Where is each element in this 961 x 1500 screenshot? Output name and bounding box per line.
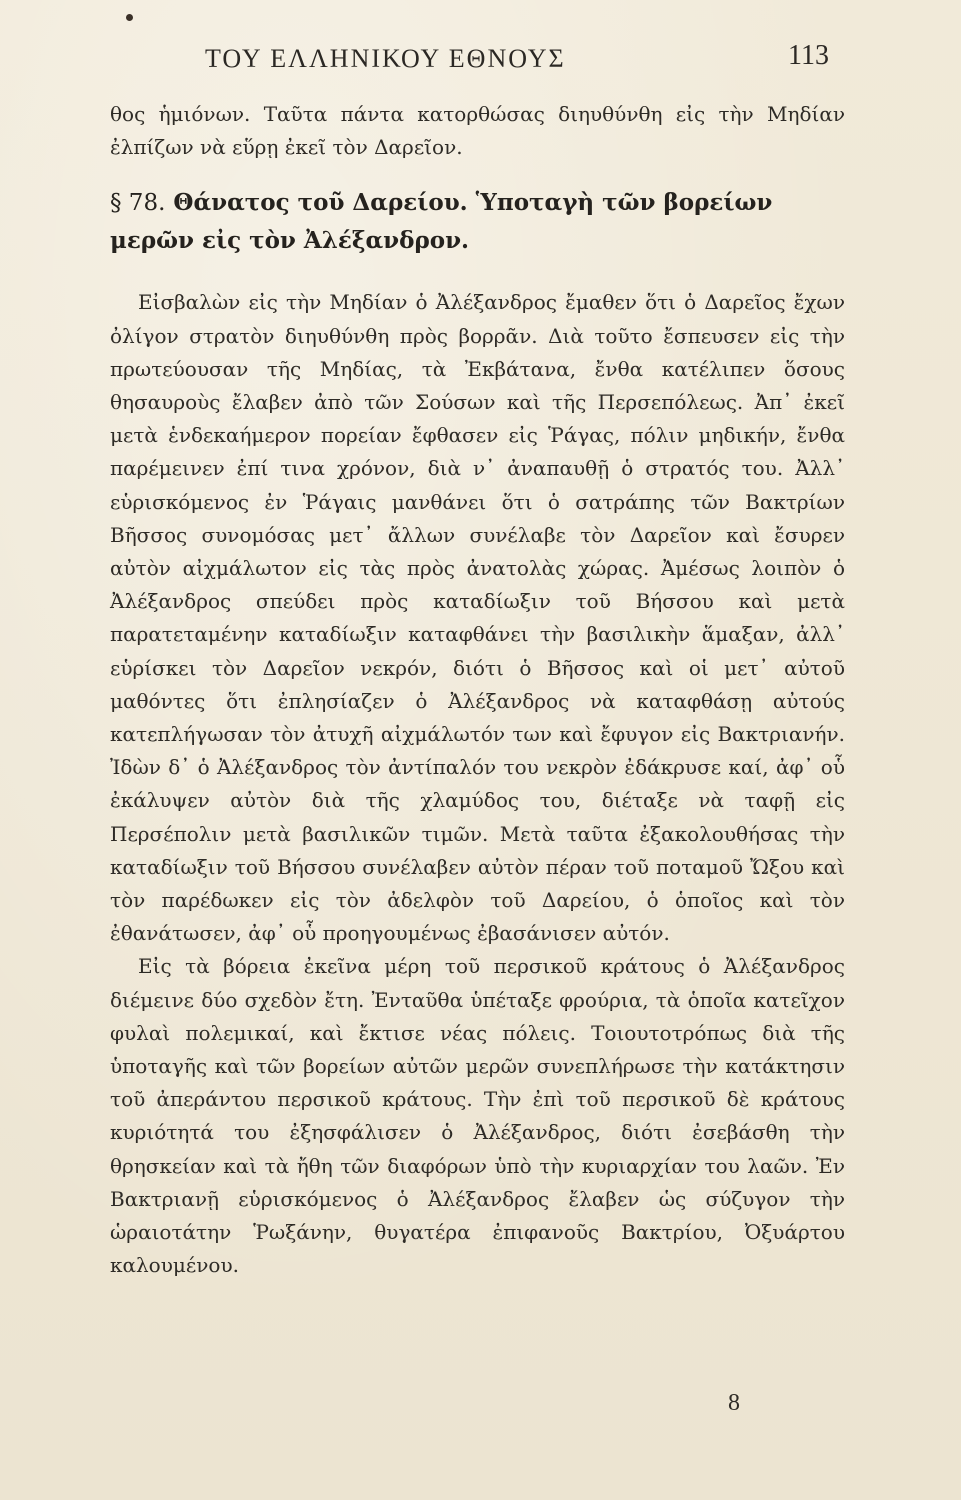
intro-paragraph: θος ἡμιόνων. Ταῦτα πάντα κατορθώσας διηυθύνθη εἰς τὴν Μηδίαν ἐλπίζων νὰ εὕρῃ ἐκεῖ τὸν Δαρεῖον.: [110, 102, 845, 160]
paragraph-2: Εἰς τὰ βόρεια ἐκεῖνα μέρη τοῦ περσικοῦ κράτους ὁ Ἀλέξανδρος διέμεινε δύο σχεδὸν ἔτη. Ἐνταῦθα ὑπέταξε φρούρια, τὰ ὁποῖα κατεῖχον φυλαὶ πολεμικαί, καὶ ἔκτισε νέας πόλεις. Τοιουτοτρόπως διὰ τῆς ὑποταγῆς καὶ τῶν βορείων αὐτῶν μερῶν συνεπλήρωσε τὴν κατάκτησιν τοῦ ἀπεράντου περσικοῦ κράτους. Τὴν ἐπὶ τοῦ περσικοῦ δὲ κράτους κυριότητά του ἐξησφάλισεν ὁ Ἀλέξανδρος, διότι ἐσεβάσθη τὴν θρησκείαν καὶ τὰ ἤθη τῶν διαφόρων ὑπὸ τὴν κυριαρχίαν του λαῶν. Ἐν Βακτριανῇ εὑρισκόμενος ὁ Ἀλέξανδρος ἔλαβεν ὡς σύζυγον τὴν ὡραιοτάτην Ῥωξάνην, θυγατέρα ἐπιφανοῦς Βακτρίου, Ὀξυάρτου καλουμένου.: [110, 954, 845, 1278]
section-title: Θάνατος τοῦ Δαρείου. Ὑποταγὴ τῶν βορείων μερῶν εἰς τὸν Ἀλέξανδρον.: [110, 189, 773, 255]
body-text: [110, 98, 845, 1283]
running-head: ΤΟΥ ΕΛΛΗΝΙΚΟΥ ΕΘΝΟΥΣ: [205, 44, 566, 73]
section-mark: § 78.: [110, 190, 166, 217]
ink-dot: [126, 14, 133, 21]
signature-number: 8: [728, 1390, 740, 1416]
paragraph-1: Εἰσβαλὼν εἰς τὴν Μηδίαν ὁ Ἀλέξανδρος ἔμαθεν ὅτι ὁ Δαρεῖος ἔχων ὀλίγον στρατὸν διηυθύνθη πρὸς βορρᾶν. Διὰ τοῦτο ἔσπευσεν εἰς τὴν πρωτεύουσαν τῆς Μηδίας, τὰ Ἐκβάτανα, ἔνθα κατέλιπεν ὅσους θησαυροὺς ἔλαβεν ἀπὸ τῶν Σούσων καὶ τῆς Περσεπόλεως. Ἀπ᾿ ἐκεῖ μετὰ ἑνδεκαήμερον πορείαν ἔφθασεν εἰς Ῥάγας, πόλιν μηδικήν, ἔνθα παρέμεινεν ἐπί τινα χρόνον, διὰ ν᾿ ἀναπαυθῇ ὁ στρατός του. Ἀλλ᾿ εὑρισκόμενος ἐν Ῥάγαις μανθάνει ὅτι ὁ σατράπης τῶν Βακτρίων Βῆσσος συνομόσας μετ᾿ ἄλλων συνέλαβε τὸν Δαρεῖον καὶ ἔσυρεν αὐτὸν αἰχμάλωτον εἰς τὰς πρὸς ἀνατολὰς χώρας. Ἀμέσως λοιπὸν ὁ Ἀλέξανδρος σπεύδει πρὸς καταδίωξιν τοῦ Βήσσου καὶ μετὰ παρατεταμένην καταδίωξιν καταφθάνει τὴν βασιλικὴν ἅμαξαν, ἀλλ᾿ εὑρίσκει τὸν Δαρεῖον νεκρόν, διότι ὁ Βῆσσος καὶ οἱ μετ᾿ αὐτοῦ μαθόντες ὅτι ἐπλησίαζεν ὁ Ἀλέξανδρος νὰ καταφθάσῃ αὐτούς κατεπλήγωσαν τὸν ἀτυχῆ αἰχμάλωτόν των καὶ ἔφυγον εἰς Βακτριανήν. Ἰδὼν δ᾿ ὁ Ἀλέξανδρος τὸν ἀντίπαλόν του νεκρὸν ἐδάκρυσε καί, ἀφ᾿ οὗ ἐκάλυψεν αὐτὸν διὰ τῆς χλαμύδος του, διέταξε νὰ ταφῇ εἰς Περσέπολιν μετὰ βασιλικῶν τιμῶν. Μετὰ ταῦτα ἐξακολουθήσας τὴν καταδίωξιν τοῦ Βήσσου συνέλαβεν αὐτὸν πέραν τοῦ ποταμοῦ Ὤξου καὶ τὸν παρέδωκεν εἰς τὸν ἀδελφὸν τοῦ Δαρείου, ὁ ὁποῖος καὶ τὸν ἐθανάτωσεν, ἀφ᾿ οὗ προηγουμένως ἐβασάνισεν αὐτόν.: [110, 290, 845, 946]
page-number: 113: [788, 40, 829, 71]
section-heading: [110, 184, 845, 260]
